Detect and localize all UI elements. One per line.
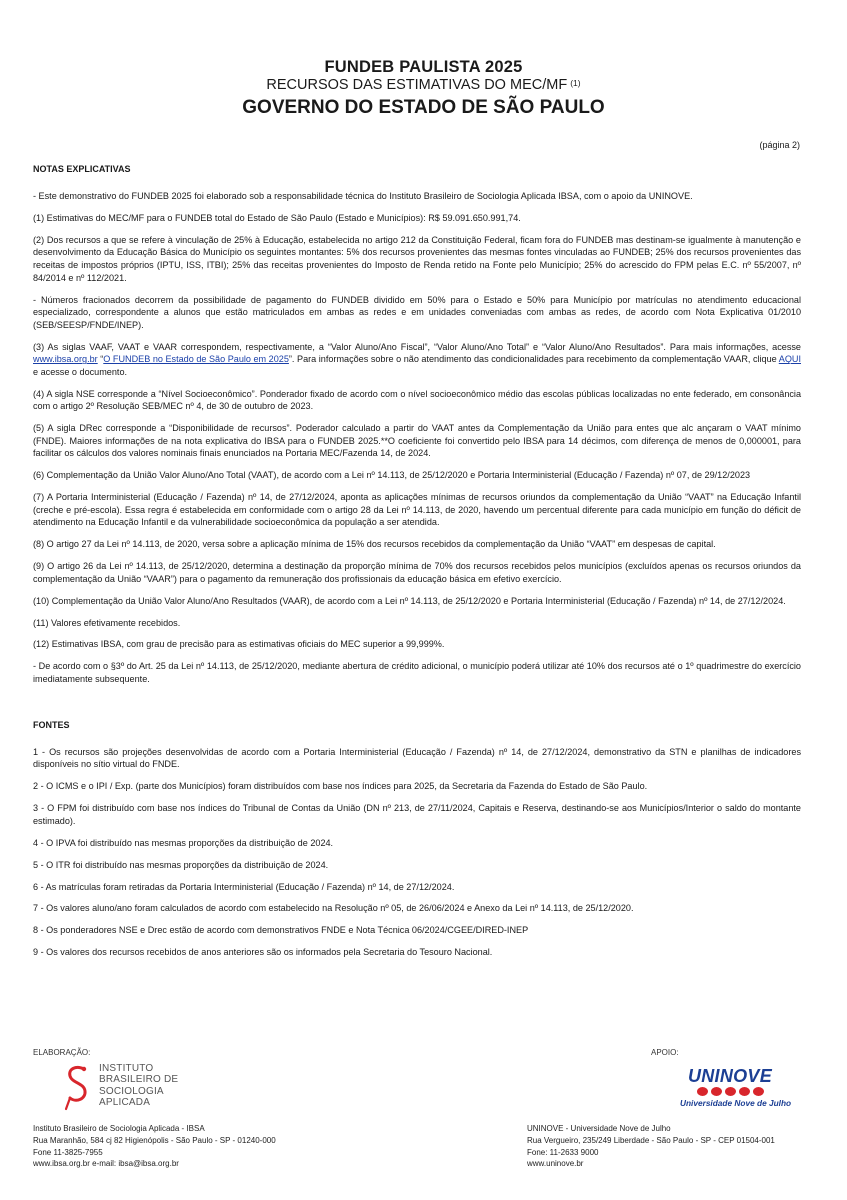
apoio-label: APOIO: bbox=[651, 1048, 679, 1057]
aqui-link[interactable]: AQUI bbox=[778, 354, 801, 365]
ibsa-logo-line: APLICADA bbox=[99, 1097, 151, 1109]
note-item: (10) Complementação da União Valor Aluno/Ano Resultados (VAAR), de acordo com a Lei nº 14.113, de 25/12/2020 e Portaria Interministerial (Educação / Fazenda) nº 14, de 27/12/2024. bbox=[33, 595, 786, 606]
note3-text: “ bbox=[97, 354, 104, 365]
source-item: 9 - Os valores dos recursos recebidos de anos anteriores são os informados pela Secretaria do Tesouro Nacional. bbox=[33, 947, 493, 958]
uninove-wordmark: UNINOVE bbox=[687, 1066, 773, 1086]
uninove-address-line: Rua Vergueiro, 235/249 Liberdade - São Paulo - SP - CEP 01504-001 bbox=[527, 1135, 775, 1145]
source-item: 2 - O ICMS e o IPI / Exp. (parte dos Municípios) foram distribuídos com base nos índices para 2025, da Secretaria da Fazenda do Estado de São Paulo. bbox=[33, 781, 648, 792]
ibsa-logo bbox=[62, 1063, 192, 1115]
note-item: (11) Valores efetivamente recebidos. bbox=[33, 617, 181, 628]
ibsa-logo-text bbox=[99, 1063, 178, 1109]
source-item: 5 - O ITR foi distribuído nas mesmas proporções da distribuição de 2024. bbox=[33, 859, 329, 870]
note-item-3 bbox=[33, 341, 801, 379]
ibsa-address-block bbox=[33, 1123, 276, 1170]
ibsa-address-line: Instituto Brasileiro de Sociologia Aplicada - IBSA bbox=[33, 1124, 205, 1133]
government-heading: GOVERNO DO ESTADO DE SÃO PAULO bbox=[242, 97, 605, 118]
source-item: 7 - Os valores aluno/ano foram calculados de acordo com estabelecido na Resolução nº 05, de 26/06/2024 e Anexo da Lei nº 14.113, de 25/12/2020. bbox=[33, 903, 634, 914]
page-number: (página 2) bbox=[759, 140, 800, 150]
ibsa-contact-line: www.ibsa.org.br e-mail: ibsa@ibsa.org.br bbox=[33, 1159, 179, 1169]
uninove-address-line: UNINOVE - Universidade Nove de Julho bbox=[527, 1124, 671, 1133]
fundeb-sp-2025-link[interactable]: O FUNDEB no Estado de São Paulo em 2025 bbox=[103, 354, 289, 365]
source-item: 8 - Os ponderadores NSE e Drec estão de acordo com demonstrativos FNDE e Nota Técnica 06/2024/CGEE/DIRED-INEP bbox=[33, 925, 529, 936]
ibsa-logo-line: INSTITUTO bbox=[99, 1063, 154, 1074]
note-item: (7) A Portaria Interministerial (Educação / Fazenda) nº 14, de 27/12/2024, aponta as aplicações mínimas de recursos oriundos da complementação da União “VAAT” na Educação Infantil (creche e pré-escola). Essa regra é estabelecida em conformidade com o artigo 28 da Lei nº 14.113, de 2020, havendo um percentual diferente para cada município em função do déficit de atendimento na Educação Infantil e da vulnerabilidade socioeconômica da população a ser atendida. bbox=[33, 492, 801, 528]
note-item: (5) A sigla DRec corresponde a “Disponibilidade de recursos”. Poderador calculado a partir do VAAT antes da Complementação da União para entes que alc ançaram o VAAT mínimo (FNDE). Maiores informações de na nota explicativa do IBSA para o FUNDEB 2025.**O coeficiente foi convertido pelo IBSA para 14 décimos, com diferença de menos de 0,000001, para facilitar os cálculos dos valores nominais finais enunciados na Portaria MEC/Fazenda 14, de 2024. bbox=[33, 423, 801, 459]
note3-text: ”. Para informações sobre o não atendimento das condicionalidades para recebimento da complementação VAAR, clique bbox=[288, 354, 779, 365]
note3-text: e acesse o documento. bbox=[33, 366, 128, 377]
source-item: 3 - O FPM foi distribuído com base nos índices do Tribunal de Contas da União (DN nº 213, de 27/11/2024, Capitais e Reserva, destinando-se aos Municípios/Interior o saldo do montante estimado). bbox=[33, 803, 801, 826]
ibsa-website-link[interactable]: www.ibsa.org.br bbox=[33, 354, 98, 365]
ibsa-address-line: Fone 11-3825-7955 bbox=[33, 1147, 103, 1157]
sources-section-title: FONTES bbox=[33, 719, 70, 730]
note-item: (12) Estimativas IBSA, com grau de precisão para as estimativas oficiais do MEC superior a 99,999%. bbox=[33, 639, 445, 650]
uninove-dots-icon bbox=[680, 1087, 780, 1096]
notes-list bbox=[33, 190, 801, 685]
source-item: 4 - O IPVA foi distribuído nas mesmas proporções da distribuição de 2024. bbox=[33, 837, 334, 848]
note-item: (1) Estimativas do MEC/MF para o FUNDEB total do Estado de São Paulo (Estado e Municípios): R$ 59.091.650.991,74. bbox=[33, 212, 521, 223]
uninove-logo bbox=[680, 1066, 792, 1114]
subtitle-text: RECURSOS DAS ESTIMATIVAS DO MEC/MF bbox=[266, 77, 568, 93]
note-item: - De acordo com o §3º do Art. 25 da Lei nº 14.113, de 25/12/2020, mediante abertura de crédito adicional, o município poderá utilizar até 10% dos recursos até o 1º quadrimestre do exercício imediatamente subsequente. bbox=[33, 661, 801, 684]
source-item: 1 - Os recursos são projeções desenvolvidas de acordo com a Portaria Interministerial (Educação / Fazenda) nº 14, de 27/12/2024, demonstrativo da STN e planilhas de indicadores disponíveis no sítio virtual do FNDE. bbox=[33, 746, 801, 770]
subtitle-footnote-ref: (1) bbox=[570, 78, 581, 88]
note-item: - Números fracionados decorrem da possibilidade de pagamento do FUNDEB dividido em 50% para o Estado e 50% para Município por matrículas no atendimento educacional especializado, correspondente a alunos que estão matriculados em ambas as redes e em unidades conveniadas com ambas as redes, de acordo com Nota Explicativa 01/2010 (SEB/SEESP/FNDE/INEP). bbox=[33, 294, 801, 330]
ibsa-logo-line: BRASILEIRO DE bbox=[99, 1074, 179, 1086]
note-item: (9) O artigo 26 da Lei nº 14.113, de 25/12/2020, determina a destinação da proporção mínima de 70% dos recursos recebidos pelos municípios (excluídos apenas os recursos oriundos da complementação da União “VAAR”) para o pagamento da remuneração dos profissionais da educação básica em efetivo exercício. bbox=[33, 561, 801, 584]
notes-section-title: NOTAS EXPLICATIVAS bbox=[33, 164, 131, 174]
uninove-address-block bbox=[527, 1123, 775, 1170]
document-subtitle bbox=[0, 77, 847, 94]
note-item: (2) Dos recursos a que se refere à vinculação de 25% à Educação, estabelecida no artigo 212 da Constituição Federal, ficam fora do FUNDEB mas destinam-se igualmente à manutenção e desenvolvimento da Educação Básica do Município os seguintes montantes: 5% dos recursos provenientes das mesmas fontes vinculadas ao FUNDEB; 25% dos recursos provenientes das receitas de impostos próprios (IPTU, ISS, ITBI); 25% das receitas provenientes do Imposto de Renda retido na Fonte pelo Município; 25% do acrescido do FPM pelas E.C. nº 55/2007, nº 84/2014 e nº 112/2021. bbox=[33, 234, 801, 283]
document-header bbox=[0, 58, 847, 120]
note-item: - Este demonstrativo do FUNDEB 2025 foi elaborado sob a responsabilidade técnica do Instituto Brasileiro de Sociologia Aplicada IBSA, com o apoio da UNINOVE. bbox=[33, 191, 693, 202]
source-item: 6 - As matrículas foram retiradas da Portaria Interministerial (Educação / Fazenda) nº 14, de 27/12/2024. bbox=[33, 881, 455, 892]
note3-text: (3) As siglas VAAF, VAAT e VAAR correspondem, respectivamente, a “Valor Aluno/Ano Fiscal”, “Valor Aluno/Ano Total” e “Valor Aluno/Ano Resultados”. Para mais informações, acesse bbox=[33, 341, 801, 352]
ibsa-address-line: Rua Maranhão, 584 cj 82 Higienópolis - São Paulo - SP - 01240-000 bbox=[33, 1135, 276, 1145]
elaboracao-label: ELABORAÇÃO: bbox=[33, 1048, 91, 1057]
note-item: (8) O artigo 27 da Lei nº 14.113, de 2020, versa sobre a aplicação mínima de 15% dos recursos recebidos da complementação da União “VAAT” em despesas de capital. bbox=[33, 539, 716, 550]
uninove-address-line: Fone: 11-2633 9000 bbox=[527, 1147, 599, 1157]
note-item: (4) A sigla NSE corresponde a “Nível Socioeconômico”. Ponderador fixado de acordo com o nível socioeconômico médio das escolas públicas localizadas no ente federado, em consonância com o artigo 2º Resolução SEB/MEC nº 4, de 30 de outubro de 2023. bbox=[33, 388, 801, 412]
uninove-contact-line: www.uninove.br bbox=[527, 1159, 584, 1169]
sources-list bbox=[33, 746, 801, 959]
ibsa-emblem-icon bbox=[62, 1063, 92, 1113]
uninove-tagline: Universidade Nove de Julho bbox=[680, 1098, 792, 1108]
document-body bbox=[33, 163, 801, 968]
document-title: FUNDEB PAULISTA 2025 bbox=[324, 58, 523, 76]
section-spacer bbox=[33, 695, 801, 719]
note-item: (6) Complementação da União Valor Aluno/Ano Total (VAAT), de acordo com a Lei nº 14.113, de 25/12/2020 e Portaria Interministerial (Educação / Fazenda) nº 07, de 29/12/2023 bbox=[33, 470, 751, 481]
ibsa-logo-line: SOCIOLOGIA bbox=[99, 1085, 164, 1097]
